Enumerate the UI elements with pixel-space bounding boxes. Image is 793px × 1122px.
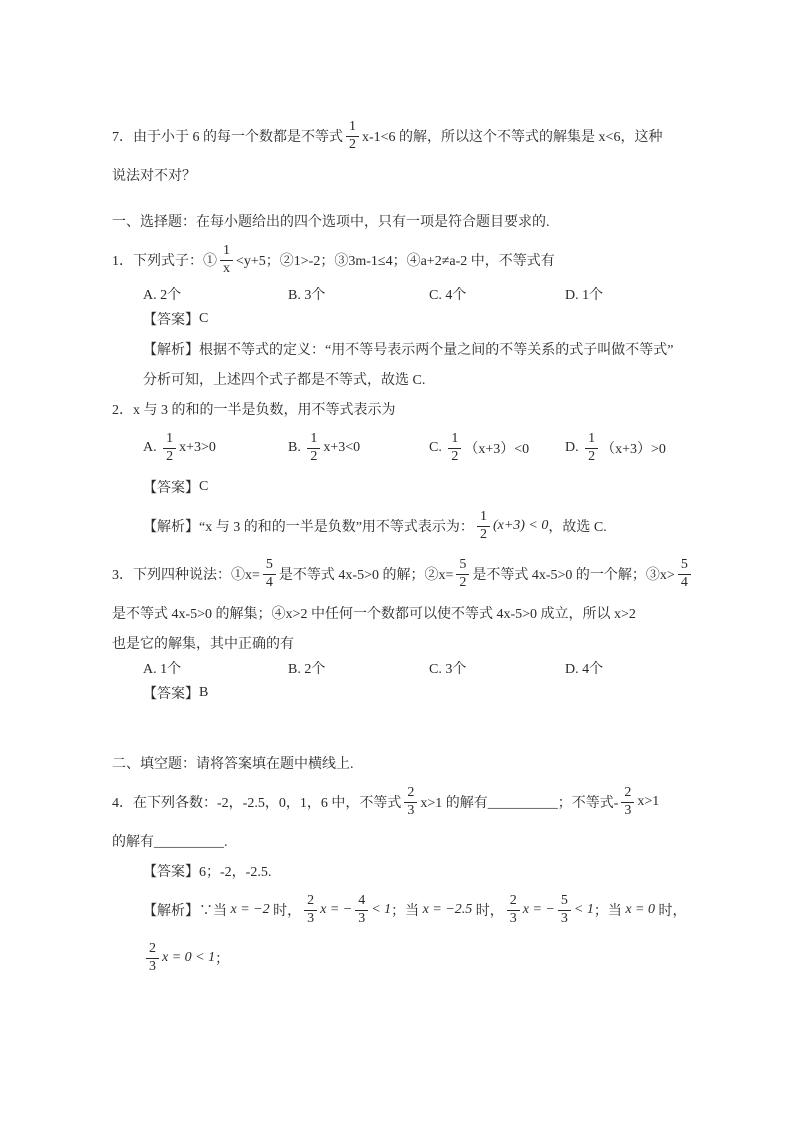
text-segment: A. <box>143 440 161 455</box>
question2-option-c <box>429 431 565 464</box>
fraction <box>220 243 233 276</box>
text-segment: 3．下列四种说法：①x= <box>112 568 260 583</box>
question2-stem: 2．x 与 3 的和的一半是负数，用不等式表示为 <box>112 403 396 418</box>
answer-label: 【答案】 <box>143 687 199 702</box>
text-segment: （x+3）>0 <box>601 442 666 457</box>
text-segment: 是不等式 4x-5>0 的一个解；③x> <box>472 568 675 583</box>
fraction-denominator: 3 <box>509 910 517 926</box>
fraction-denominator: 2 <box>479 526 487 542</box>
fraction-numerator: 5 <box>456 557 469 574</box>
fraction-denominator: 2 <box>451 448 459 464</box>
question4-answer-line <box>112 856 692 886</box>
text-segment: x-1<6 的解，所以这个不等式的解集是 x<6，这种 <box>362 130 663 145</box>
text-segment: 时， <box>472 904 504 919</box>
fraction <box>507 893 520 926</box>
fraction-denominator: 2 <box>166 448 174 464</box>
text-segment: ；当 <box>391 904 423 919</box>
fraction-denominator: 2 <box>310 448 318 464</box>
fraction-numerator: 2 <box>621 785 634 802</box>
fraction <box>263 557 276 590</box>
fraction <box>621 785 634 818</box>
text-segment: D. <box>565 440 583 455</box>
answer-label: 【答案】 <box>143 313 199 328</box>
question3-option-d: D. 4个 <box>565 662 604 677</box>
fraction-numerator: 2 <box>507 893 520 910</box>
fraction <box>585 431 598 464</box>
text-segment: C. <box>429 440 446 455</box>
question2-analysis-line <box>112 502 692 550</box>
answer-value: C <box>199 479 209 494</box>
answer-label: 【答案】 <box>143 865 199 880</box>
math-expression: < 1 <box>573 902 594 917</box>
text-segment: x+3>0 <box>179 440 216 455</box>
question7-line1 <box>112 112 692 160</box>
fraction <box>146 941 159 974</box>
fraction-numerator: 1 <box>307 431 320 448</box>
fraction-numerator: 2 <box>146 941 159 958</box>
fraction-denominator: 4 <box>680 574 688 590</box>
text-segment: ； <box>215 952 230 967</box>
fraction-denominator: 3 <box>307 910 315 926</box>
fraction <box>678 557 691 590</box>
question3-line3: 也是它的解集，其中正确的有 <box>112 637 294 652</box>
section2-heading: 二、填空题：请将答案填在题中横线上. <box>112 757 354 772</box>
fraction-denominator: 3 <box>358 910 366 926</box>
question7-line2: 说法对不对？ <box>112 169 196 184</box>
fraction-denominator: 3 <box>560 910 568 926</box>
fraction <box>404 785 417 818</box>
math-expression: x = − <box>522 902 555 917</box>
section1-heading: 一、选择题：在每小题给出的四个选项中，只有一项是符合题目要求的. <box>112 215 550 230</box>
text-segment: 时， <box>269 904 302 919</box>
math-expression: x = − <box>320 902 353 917</box>
text-segment: x+3<0 <box>323 440 361 455</box>
fraction-numerator: 2 <box>304 893 317 910</box>
question2-options <box>112 424 692 472</box>
math-expression: (x+3) < 0 <box>492 518 549 533</box>
question1-option-b: B. 3个 <box>288 288 326 303</box>
fraction-numerator: 1 <box>163 431 176 448</box>
question3-line1 <box>112 550 692 598</box>
text-segment: 【解析】∵当 <box>143 904 231 919</box>
fraction-denominator: 2 <box>349 136 356 152</box>
math-expression: x = −2.5 <box>422 902 473 917</box>
question3-line2: 是不等式 4x-5>0 的解集；④x>2 中任何一个数都可以使不等式 4x-5>0 成立，所以 x>2 <box>112 607 636 622</box>
fraction-denominator: 2 <box>588 448 596 464</box>
question1-option-d: D. 1个 <box>565 288 604 303</box>
fraction <box>448 431 461 464</box>
fraction <box>163 431 176 464</box>
fraction-denominator: 2 <box>459 574 467 590</box>
text-segment: 1．下列式子：① <box>112 254 217 269</box>
fraction <box>355 893 368 926</box>
answer-value: B <box>199 685 209 700</box>
text-segment: 7．由于小于 6 的每一个数都是不等式 <box>112 130 343 145</box>
fraction-numerator: 2 <box>404 785 417 802</box>
question3-options <box>112 658 692 678</box>
text-segment: B. <box>288 440 305 455</box>
fraction <box>456 557 469 590</box>
fraction-numerator: 1 <box>220 243 233 260</box>
question1-analysis-line2: 分析可知，上述四个式子都是不等式，故选 C. <box>143 373 426 388</box>
question1-answer-line <box>112 304 692 334</box>
fraction-numerator: 1 <box>346 119 359 136</box>
fraction-numerator: 4 <box>355 893 368 910</box>
question1-options <box>112 284 692 304</box>
question2-answer-line <box>112 472 692 502</box>
question3-answer-line <box>112 678 692 708</box>
question2-option-a <box>143 431 288 464</box>
text-segment: 时， <box>655 904 687 919</box>
question3-option-b: B. 2个 <box>288 662 326 677</box>
text-segment: 4．在下列各数：-2，-2.5，0，1，6 中，不等式 <box>112 796 402 811</box>
question4-line1 <box>112 778 692 826</box>
fraction-denominator: 3 <box>149 958 156 974</box>
math-expression: < 1 <box>371 902 392 917</box>
fraction <box>477 509 490 542</box>
text-segment: ；当 <box>593 904 626 919</box>
question3-option-a: A. 1个 <box>143 662 182 677</box>
fraction <box>304 893 317 926</box>
fraction <box>558 893 571 926</box>
fraction <box>307 431 320 464</box>
answer-value: 6；-2，-2.5. <box>199 865 272 880</box>
text-segment: x>1 <box>637 794 660 809</box>
fraction-numerator: 1 <box>448 431 461 448</box>
fraction-numerator: 1 <box>477 509 490 526</box>
fraction-numerator: 5 <box>558 893 571 910</box>
question2-option-b <box>288 431 429 464</box>
fraction-denominator: 3 <box>407 802 415 818</box>
question4-line2: 的解有__________. <box>112 835 228 850</box>
fraction-denominator: 4 <box>265 574 273 590</box>
math-expression: x = 0 <box>625 902 656 917</box>
text-segment: <y+5；②1>-2；③3m-1≤4；④a+2≠a-2 中，不等式有 <box>236 254 555 269</box>
fraction-numerator: 5 <box>263 557 276 574</box>
fraction <box>346 119 359 152</box>
text-segment: （x+3）<0 <box>464 442 530 457</box>
answer-label: 【答案】 <box>143 481 199 496</box>
worksheet-content <box>112 112 692 982</box>
text-segment: x>1 的解有__________；不等式- <box>420 796 619 811</box>
fraction-denominator: 3 <box>624 802 632 818</box>
question1-analysis-line1: 【解析】根据不等式的定义：“用不等号表示两个量之间的不等关系的式子叫做不等式” <box>143 343 674 358</box>
question2-option-d <box>565 431 666 464</box>
text-segment: 【解析】“x 与 3 的和的一半是负数”用不等式表示为： <box>143 520 474 535</box>
fraction-denominator: x <box>223 260 230 276</box>
question1-option-a: A. 2个 <box>143 288 182 303</box>
text-segment: 是不等式 4x-5>0 的解；②x= <box>278 568 454 583</box>
text-segment: ，故选 C. <box>548 520 607 535</box>
question4-analysis-line1 <box>112 886 692 934</box>
question1-stem <box>112 236 692 284</box>
fraction-numerator: 5 <box>678 557 691 574</box>
question1-option-c: C. 4个 <box>429 288 467 303</box>
question4-analysis-line2 <box>112 934 692 982</box>
question3-option-c: C. 3个 <box>429 662 467 677</box>
fraction-numerator: 1 <box>585 431 598 448</box>
answer-value: C <box>199 311 209 326</box>
math-expression: x = −2 <box>230 902 270 917</box>
math-expression: x = 0 < 1 <box>162 950 216 965</box>
